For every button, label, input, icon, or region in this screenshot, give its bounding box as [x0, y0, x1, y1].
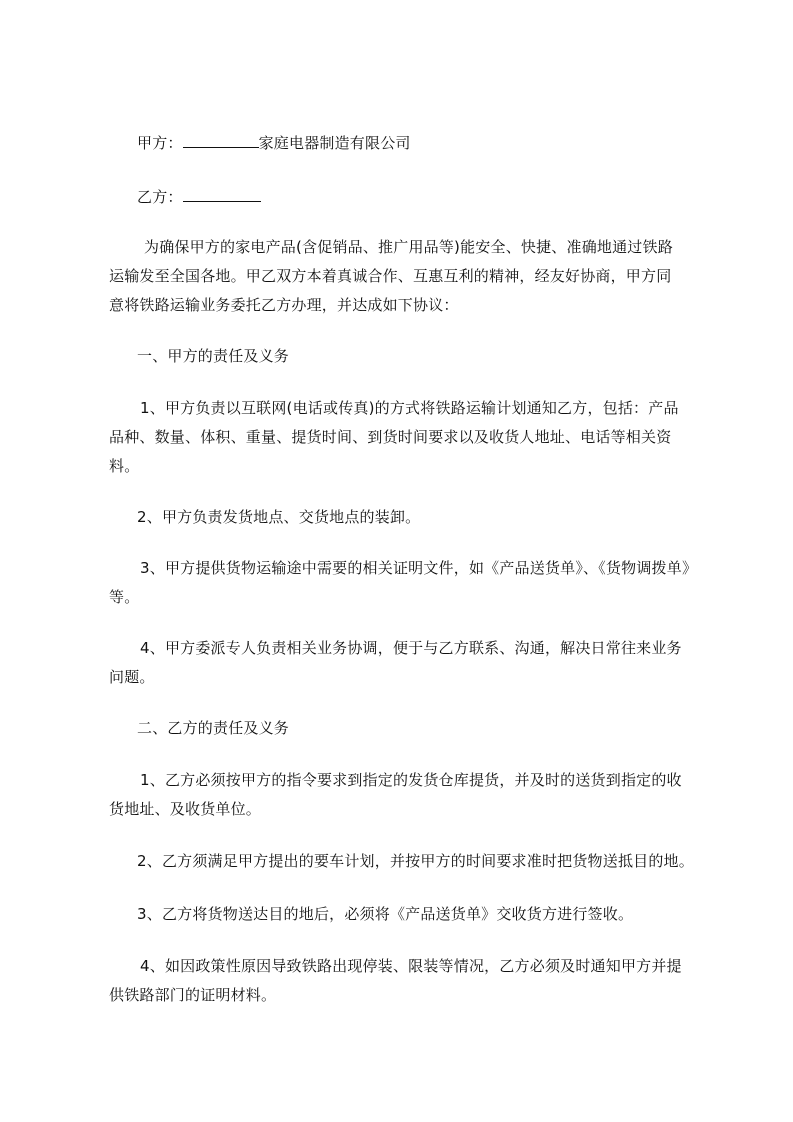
s1-item3-line-1: 3、甲方提供货物运输途中需要的相关证明文件，如《产品送货单》、《货物调拨单》 [140, 559, 698, 577]
s1-item3-line-2: 等。 [109, 588, 140, 606]
s1-item2-line-1: 2、甲方负责发货地点、交货地点的装卸。 [137, 508, 421, 526]
intro-line-3: 意将铁路运输业务委托乙方办理，并达成如下协议： [109, 296, 459, 314]
party-a-line [137, 131, 411, 153]
intro-line-2: 运输发至全国各地。甲乙双方本着真诚合作、互惠互利的精神，经友好协商，甲方同 [109, 267, 672, 285]
s2-item1-line-1: 1、乙方必须按甲方的指令要求到指定的发货仓库提货，并及时的送货到指定的收 [140, 771, 682, 789]
section-1-heading: 一、甲方的责任及义务 [137, 347, 290, 365]
section-2-heading: 二、乙方的责任及义务 [137, 719, 290, 737]
s1-item1-line-1: 1、甲方负责以互联网(电话或传真)的方式将铁路运输计划通知乙方，包括：产品 [140, 399, 679, 417]
intro-line-1: 为确保甲方的家电产品(含促销品、推广用品等)能安全、快捷、准确地通过铁路 [144, 238, 673, 256]
s2-item2-line-1: 2、乙方须满足甲方提出的要车计划，并按甲方的时间要求准时把货物送抵目的地。 [137, 852, 694, 870]
party-b-label: 乙方： [137, 188, 183, 206]
party-b-line [137, 185, 261, 207]
s1-item1-line-2: 品种、数量、体积、重量、提货时间、到货时间要求以及收货人地址、电话等相关资 [109, 428, 672, 446]
party-a-blank [183, 131, 259, 148]
s2-item4-line-1: 4、如因政策性原因导致铁路出现停装、限装等情况，乙方必须及时通知甲方并提 [140, 957, 682, 975]
s2-item4-line-2: 供铁路部门的证明材料。 [109, 986, 277, 1004]
s1-item1-line-3: 料。 [109, 457, 140, 475]
s2-item1-line-2: 货地址、及收货单位。 [109, 800, 262, 818]
party-a-label: 甲方： [137, 134, 183, 152]
s1-item4-line-2: 问题。 [109, 668, 155, 686]
party-b-blank [183, 185, 261, 202]
s2-item3-line-1: 3、乙方将货物送达目的地后，必须将《产品送货单》交收货方进行签收。 [137, 905, 634, 923]
party-a-name-suffix: 家庭电器制造有限公司 [258, 134, 411, 152]
s1-item4-line-1: 4、甲方委派专人负责相关业务协调，便于与乙方联系、沟通，解决日常往来业务 [140, 639, 682, 657]
